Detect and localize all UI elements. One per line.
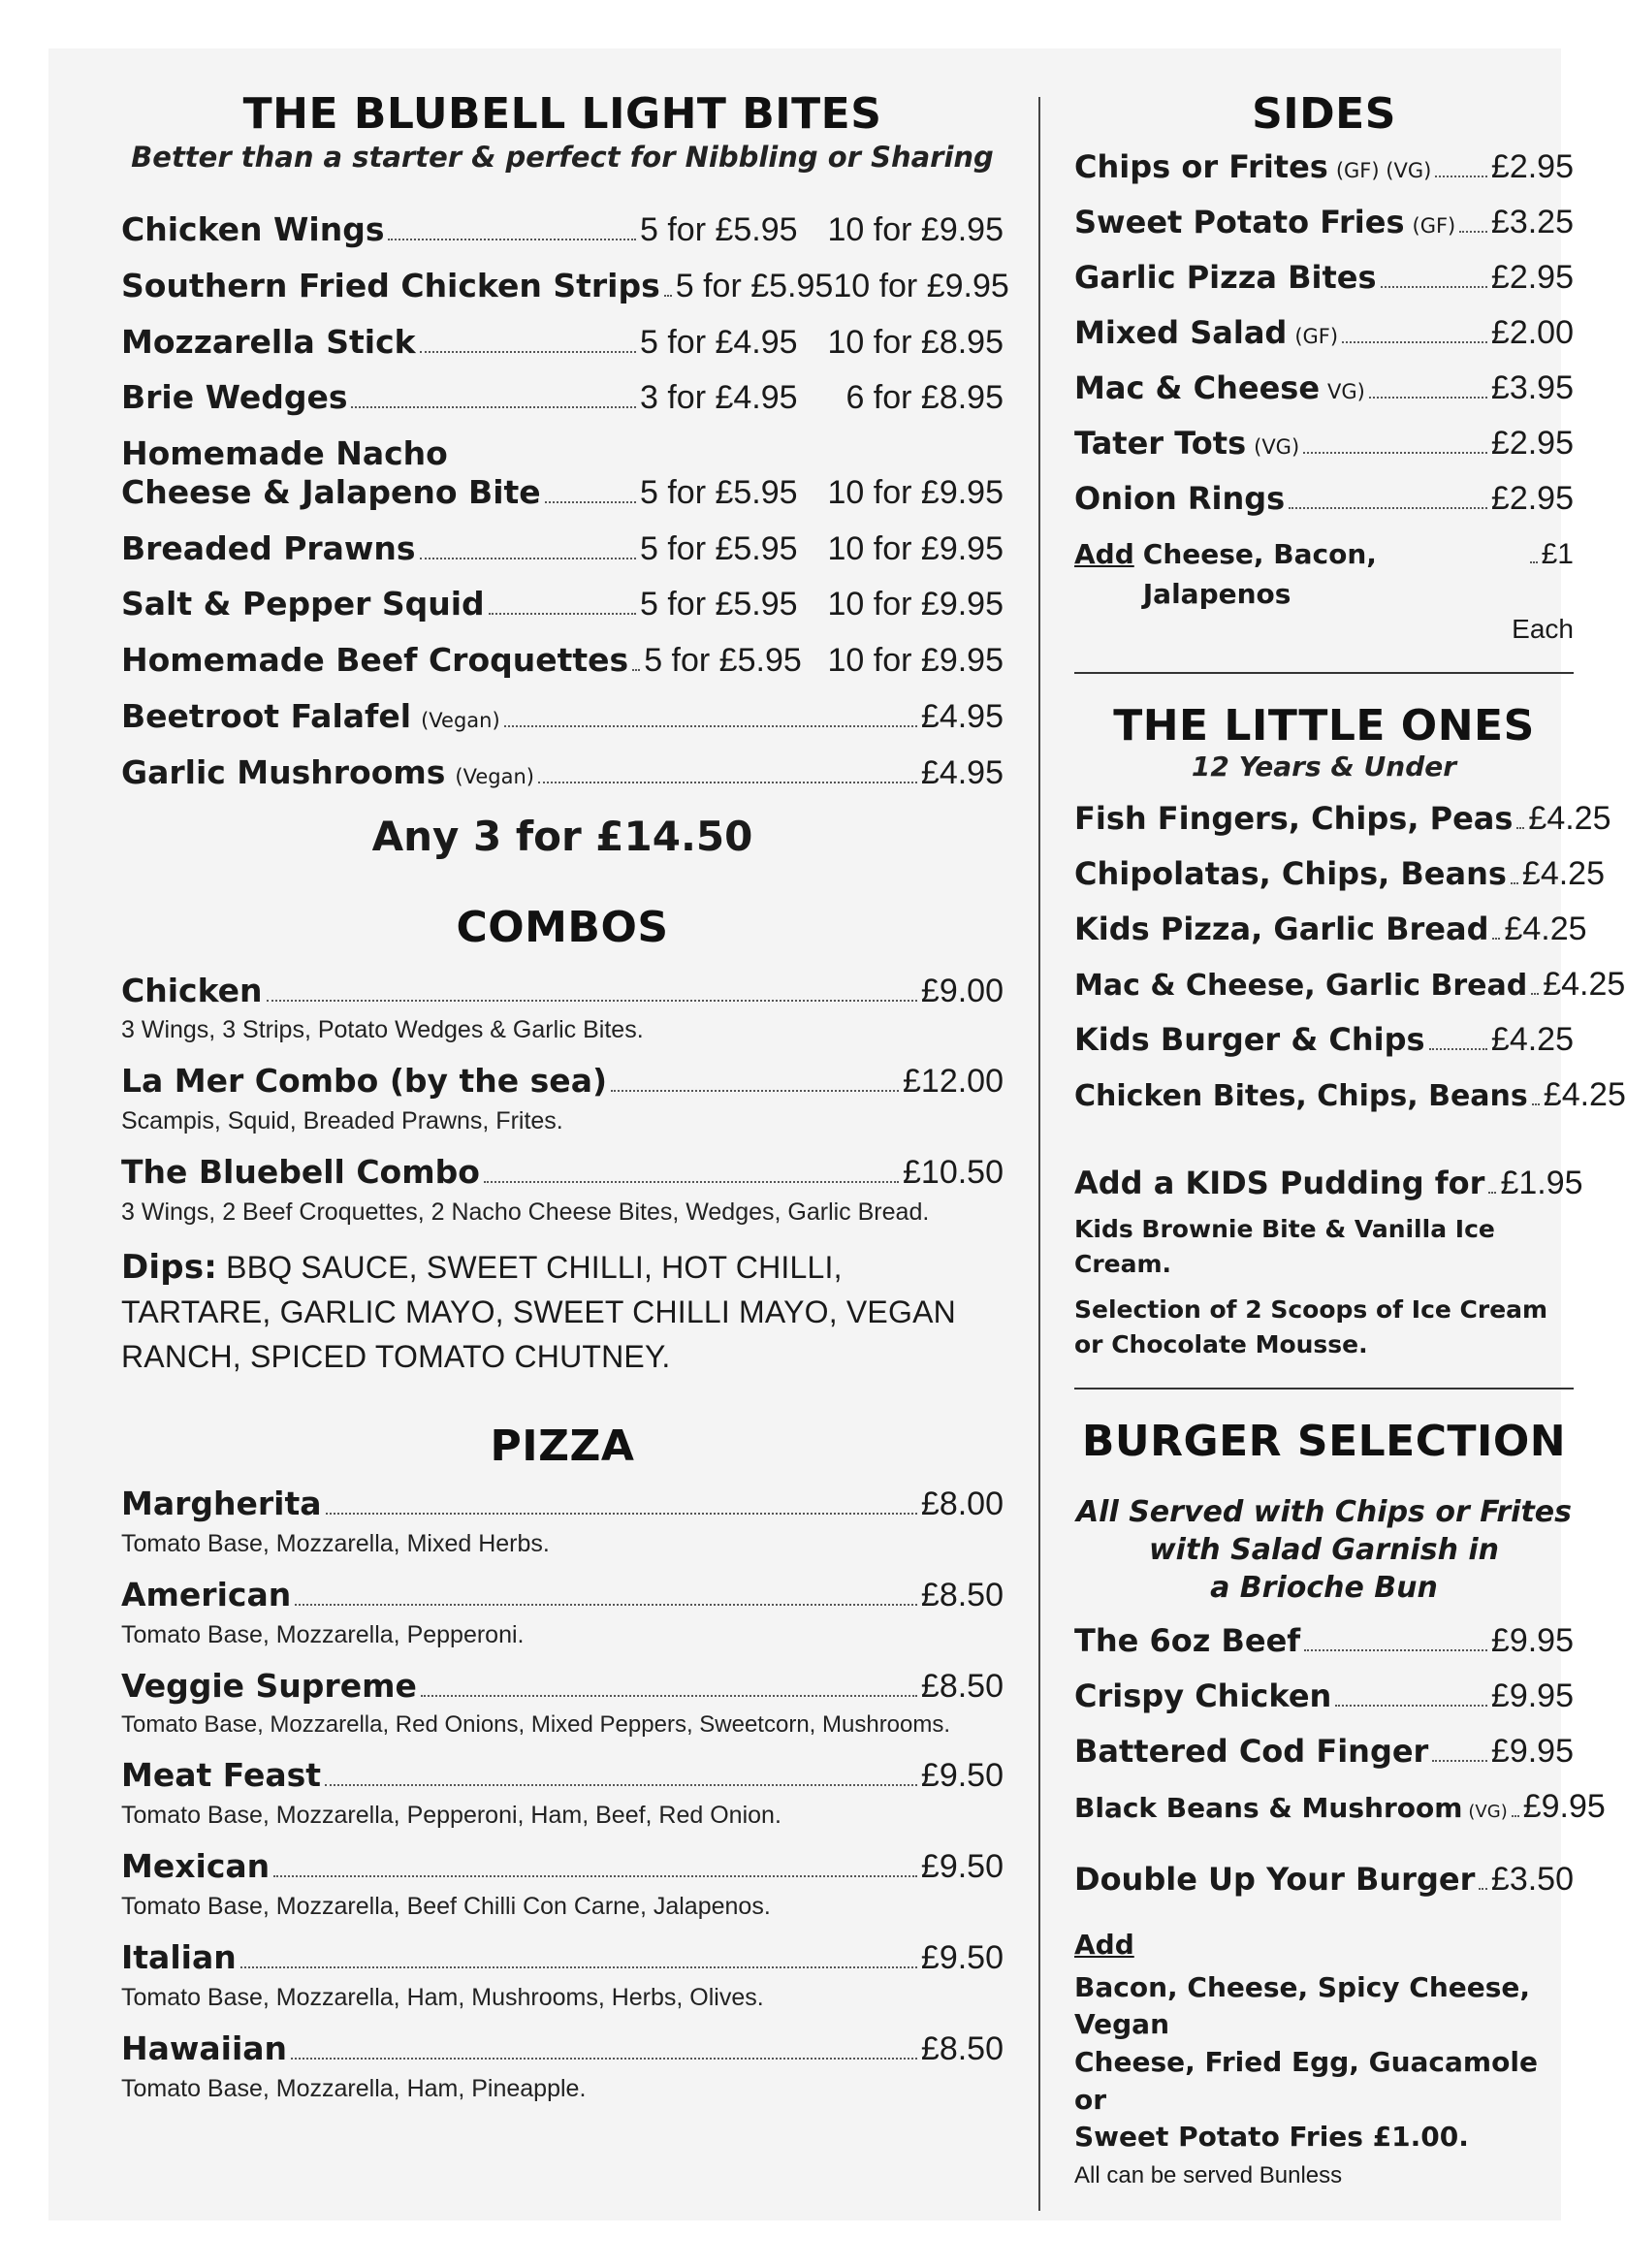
dot-leader bbox=[1531, 993, 1539, 995]
menu-item bbox=[1074, 314, 1574, 352]
menu-page bbox=[48, 48, 1626, 2220]
column-divider bbox=[1038, 97, 1040, 2211]
light-bites-section bbox=[121, 89, 1009, 860]
menu-item bbox=[121, 2029, 1004, 2103]
item-name: Fish Fingers, Chips, Peas bbox=[1074, 800, 1514, 838]
menu-item bbox=[121, 434, 1004, 512]
add-items: Cheese, Bacon, Jalapenos bbox=[1142, 538, 1377, 610]
dot-leader bbox=[295, 1604, 917, 1606]
item-name: Tater Tots bbox=[1074, 425, 1247, 462]
item-name: Veggie Supreme bbox=[121, 1666, 417, 1705]
kids-pudding bbox=[1074, 1165, 1583, 1202]
dot-leader bbox=[388, 239, 636, 240]
item-price: £2.95 bbox=[1490, 148, 1574, 185]
item-name: The 6oz Beef bbox=[1074, 1622, 1301, 1660]
menu-item bbox=[1074, 910, 1587, 948]
item-price-small: 5 for £5.95 bbox=[640, 473, 798, 511]
item-name: Black Beans & Mushroom bbox=[1074, 1792, 1463, 1825]
left-column bbox=[121, 87, 1009, 2121]
item-price: £9.50 bbox=[920, 1939, 1004, 1977]
dietary-note: (GF) (VG) bbox=[1335, 159, 1432, 182]
burger-section bbox=[1074, 1417, 1606, 2189]
add-label: Add bbox=[1074, 538, 1134, 570]
menu-item bbox=[121, 323, 1004, 363]
item-description: Tomato Base, Mozzarella, Ham, Pineapple. bbox=[121, 2074, 587, 2102]
dips-list bbox=[121, 1244, 1004, 1379]
add-each: Each bbox=[1512, 614, 1574, 645]
pudding-option: or Chocolate Mousse. bbox=[1074, 1329, 1368, 1358]
item-name: Battered Cod Finger bbox=[1074, 1733, 1429, 1771]
dot-leader bbox=[1304, 1649, 1487, 1651]
dot-leader bbox=[1432, 1760, 1487, 1762]
right-column bbox=[1074, 87, 1626, 2189]
menu-item bbox=[121, 585, 1004, 624]
dot-leader bbox=[484, 1181, 899, 1183]
dot-leader bbox=[1342, 341, 1487, 343]
item-price: £2.95 bbox=[1490, 425, 1574, 462]
dot-leader bbox=[1289, 507, 1487, 509]
menu-item bbox=[1074, 204, 1574, 241]
item-price-small: 5 for £5.95 bbox=[644, 642, 802, 680]
item-name: Margherita bbox=[121, 1485, 322, 1523]
item-name: Southern Fried Chicken Strips bbox=[121, 266, 660, 304]
bunless-note: All can be served Bunless bbox=[1074, 2161, 1343, 2188]
section-divider bbox=[1074, 672, 1574, 674]
little-ones-section bbox=[1074, 701, 1626, 1362]
dot-leader bbox=[1429, 1048, 1487, 1050]
item-name: Garlic Pizza Bites bbox=[1074, 259, 1377, 296]
item-description: Tomato Base, Mozzarella, Beef Chilli Con Carne, Jalapenos. bbox=[121, 1893, 771, 1921]
menu-item bbox=[1074, 855, 1606, 893]
pizza-section bbox=[121, 1421, 1004, 2103]
item-name: Onion Rings bbox=[1074, 480, 1286, 517]
item-name: Mac & Cheese bbox=[1074, 369, 1321, 406]
dot-leader bbox=[504, 725, 917, 727]
item-name: Mac & Cheese, Garlic Bread bbox=[1074, 969, 1528, 1004]
dot-leader bbox=[1459, 231, 1487, 233]
item-name: Mexican bbox=[121, 1847, 271, 1886]
item-price: £8.00 bbox=[920, 1485, 1004, 1523]
item-price: £9.95 bbox=[1522, 1788, 1606, 1826]
item-name: Crispy Chicken bbox=[1074, 1677, 1332, 1715]
menu-item bbox=[121, 641, 1004, 681]
item-price: £9.95 bbox=[1490, 1733, 1574, 1771]
dot-leader bbox=[1488, 1192, 1496, 1194]
item-price: £8.50 bbox=[920, 1667, 1004, 1705]
dot-leader bbox=[1381, 286, 1487, 288]
dips-line: RANCH, SPICED TOMATO CHUTNEY. bbox=[121, 1338, 671, 1374]
dot-leader bbox=[420, 558, 636, 559]
item-price-large: 10 for £8.95 bbox=[827, 323, 1004, 361]
light-bites-subtitle: Better than a starter & perfect for Nibbling or Sharing bbox=[131, 141, 994, 174]
item-name: Beetroot Falafel bbox=[121, 696, 412, 735]
menu-item bbox=[121, 1667, 1004, 1740]
item-price: £9.50 bbox=[920, 1848, 1004, 1886]
item-name-line2: Cheese & Jalapeno Bite bbox=[121, 472, 541, 511]
menu-item bbox=[121, 753, 1004, 793]
item-price: £2.00 bbox=[1490, 314, 1574, 351]
add-label: Add bbox=[1074, 1929, 1134, 1962]
item-price: £9.95 bbox=[1490, 1677, 1574, 1715]
item-price: £4.25 bbox=[1543, 966, 1626, 1004]
menu-item bbox=[1074, 966, 1626, 1004]
menu-item bbox=[121, 1153, 1004, 1227]
dot-leader bbox=[1532, 1103, 1540, 1105]
item-price: £2.95 bbox=[1490, 480, 1574, 517]
item-price: £4.95 bbox=[920, 753, 1004, 791]
pudding-price: £1.95 bbox=[1500, 1165, 1583, 1202]
dot-leader bbox=[421, 1695, 917, 1697]
item-price-large: 10 for £9.95 bbox=[827, 473, 1004, 511]
bundle-offer: Any 3 for £14.50 bbox=[371, 812, 753, 860]
item-name: Meat Feast bbox=[121, 1756, 322, 1795]
menu-item bbox=[121, 1062, 1004, 1135]
dot-leader bbox=[420, 351, 636, 353]
item-description: Tomato Base, Mozzarella, Ham, Mushrooms, Herbs, Olives. bbox=[121, 1983, 764, 2011]
dot-leader bbox=[1530, 561, 1538, 563]
dips-label: Dips: bbox=[121, 1247, 218, 1287]
item-price: £4.25 bbox=[1528, 800, 1611, 838]
item-price: £12.00 bbox=[903, 1063, 1004, 1101]
combos-section bbox=[121, 903, 1004, 1380]
menu-item bbox=[121, 1756, 1004, 1830]
item-name: La Mer Combo (by the sea) bbox=[121, 1062, 608, 1101]
dot-leader bbox=[267, 1000, 917, 1002]
item-price: £3.25 bbox=[1490, 204, 1574, 240]
item-description: Tomato Base, Mozzarella, Pepperoni, Ham, Beef, Red Onion. bbox=[121, 1802, 781, 1830]
item-name: Chips or Frites bbox=[1074, 148, 1328, 185]
dot-leader bbox=[1512, 1815, 1519, 1817]
item-name: The Bluebell Combo bbox=[121, 1153, 480, 1192]
item-price-large: 10 for £9.95 bbox=[827, 642, 1004, 680]
item-name: American bbox=[121, 1575, 292, 1613]
item-name: Hawaiian bbox=[121, 2028, 288, 2067]
section-divider bbox=[1074, 1388, 1574, 1390]
item-price-large: 10 for £9.95 bbox=[827, 211, 1004, 248]
menu-item bbox=[1074, 1021, 1574, 1059]
menu-item bbox=[121, 972, 1004, 1045]
menu-item bbox=[1074, 480, 1574, 518]
menu-item bbox=[1074, 259, 1574, 297]
item-description: Tomato Base, Mozzarella, Mixed Herbs. bbox=[121, 1529, 550, 1557]
sides-add-ons bbox=[1074, 535, 1574, 645]
add-price: £1 bbox=[1541, 538, 1574, 570]
item-description: 3 Wings, 2 Beef Croquettes, 2 Nacho Cheese Bites, Wedges, Garlic Bread. bbox=[121, 1198, 930, 1226]
dot-leader bbox=[632, 669, 640, 671]
item-price: £10.50 bbox=[903, 1154, 1004, 1192]
dietary-note: (VG) bbox=[1468, 1802, 1508, 1823]
item-name: Mixed Salad bbox=[1074, 314, 1288, 351]
double-up bbox=[1074, 1861, 1574, 1899]
item-price-large: 10 for £9.95 bbox=[833, 267, 1009, 304]
item-name: Sweet Potato Fries bbox=[1074, 204, 1405, 240]
menu-item bbox=[1074, 1788, 1606, 1826]
sides-section bbox=[1074, 89, 1574, 645]
menu-item bbox=[1074, 1622, 1574, 1660]
dietary-note: (GF) bbox=[1412, 214, 1456, 238]
menu-item bbox=[1074, 1677, 1574, 1715]
menu-item bbox=[121, 1847, 1004, 1921]
add-line: Sweet Potato Fries £1.00. bbox=[1074, 2121, 1469, 2154]
item-price-large: 6 for £8.95 bbox=[845, 379, 1004, 417]
dietary-note: (VG) bbox=[1254, 435, 1300, 459]
item-description: Scampis, Squid, Breaded Prawns, Frites. bbox=[121, 1107, 563, 1135]
item-price-small: 5 for £4.95 bbox=[640, 323, 798, 361]
item-price-small: 5 for £5.95 bbox=[640, 529, 798, 567]
menu-item bbox=[1074, 1733, 1574, 1771]
item-name: Homemade Beef Croquettes bbox=[121, 641, 629, 680]
dot-leader bbox=[545, 501, 636, 503]
item-price-large: 10 for £9.95 bbox=[827, 529, 1004, 567]
item-price-small: 5 for £5.95 bbox=[640, 586, 798, 623]
dot-leader bbox=[611, 1090, 899, 1092]
item-name: Mozzarella Stick bbox=[121, 322, 416, 361]
dot-leader bbox=[1369, 397, 1487, 399]
dot-leader bbox=[325, 1784, 917, 1786]
item-price: £8.50 bbox=[920, 2029, 1004, 2067]
dietary-note: VG) bbox=[1327, 380, 1365, 403]
item-price: £4.25 bbox=[1490, 1021, 1574, 1059]
dot-leader bbox=[351, 406, 636, 408]
dot-leader bbox=[326, 1513, 917, 1515]
dot-leader bbox=[273, 1875, 917, 1877]
little-ones-subtitle: 12 Years & Under bbox=[1191, 751, 1457, 783]
item-description: 3 Wings, 3 Strips, Potato Wedges & Garlic Bites. bbox=[121, 1016, 644, 1044]
item-price: £2.95 bbox=[1490, 259, 1574, 296]
menu-item bbox=[121, 1576, 1004, 1649]
dot-leader bbox=[1335, 1705, 1487, 1707]
add-line: Cheese, Fried Egg, Guacamole or bbox=[1074, 2046, 1538, 2116]
light-bites-title: THE BLUBELL LIGHT BITES bbox=[242, 89, 882, 139]
burger-intro: a Brioche Bun bbox=[1210, 1571, 1438, 1606]
dot-leader bbox=[1492, 938, 1500, 940]
item-name: Italian bbox=[121, 1938, 237, 1977]
dot-leader bbox=[538, 782, 917, 783]
item-price-small: 5 for £5.95 bbox=[675, 267, 834, 304]
menu-item bbox=[121, 378, 1004, 418]
item-description: Tomato Base, Mozzarella, Red Onions, Mixed Peppers, Sweetcorn, Mushrooms. bbox=[121, 1711, 951, 1739]
item-name: Garlic Mushrooms bbox=[121, 752, 446, 791]
dot-leader bbox=[1516, 827, 1524, 829]
item-name: Chicken bbox=[121, 971, 263, 1009]
menu-item bbox=[1074, 425, 1574, 463]
menu-item bbox=[121, 266, 1009, 306]
item-price: £3.95 bbox=[1490, 369, 1574, 406]
menu-item bbox=[121, 210, 1004, 250]
item-price-small: 5 for £5.95 bbox=[640, 211, 798, 248]
dot-leader bbox=[1435, 176, 1487, 177]
dietary-note: (Vegan) bbox=[455, 764, 534, 788]
little-ones-title: THE LITTLE ONES bbox=[1113, 701, 1535, 751]
dot-leader bbox=[1511, 882, 1518, 884]
item-name: Brie Wedges bbox=[121, 378, 348, 417]
item-price: £9.95 bbox=[1490, 1622, 1574, 1660]
item-name: Kids Burger & Chips bbox=[1074, 1021, 1425, 1059]
item-price: £8.50 bbox=[920, 1576, 1004, 1613]
pudding-option: Kids Brownie Bite & Vanilla Ice Cream. bbox=[1074, 1215, 1495, 1279]
dot-leader bbox=[240, 1966, 917, 1968]
menu-item bbox=[121, 529, 1004, 569]
item-price: £4.25 bbox=[1521, 855, 1606, 893]
item-name-line1: Homemade Nacho bbox=[121, 434, 448, 473]
sides-title: SIDES bbox=[1252, 89, 1396, 139]
menu-item bbox=[121, 1938, 1004, 2012]
burger-intro: All Served with Chips or Frites bbox=[1075, 1495, 1573, 1530]
menu-item bbox=[121, 1485, 1004, 1558]
dot-leader bbox=[664, 295, 672, 297]
dot-leader bbox=[489, 613, 636, 615]
double-up-price: £3.50 bbox=[1490, 1861, 1574, 1899]
item-name: Salt & Pepper Squid bbox=[121, 585, 485, 623]
pizza-title: PIZZA bbox=[490, 1421, 635, 1472]
combos-title: COMBOS bbox=[456, 902, 669, 952]
menu-item bbox=[121, 697, 1004, 737]
item-price: £9.00 bbox=[920, 972, 1004, 1009]
dot-leader bbox=[1303, 452, 1487, 454]
item-description: Tomato Base, Mozzarella, Pepperoni. bbox=[121, 1620, 525, 1648]
menu-item bbox=[1074, 148, 1574, 186]
dietary-note: (GF) bbox=[1294, 325, 1339, 348]
item-name: Chicken Bites, Chips, Beans bbox=[1074, 1079, 1528, 1114]
item-price: £4.25 bbox=[1504, 910, 1587, 948]
burger-intro: with Salad Garnish in bbox=[1148, 1533, 1500, 1568]
menu-item bbox=[1074, 1076, 1626, 1114]
item-name: Breaded Prawns bbox=[121, 528, 416, 567]
dot-leader bbox=[291, 2058, 917, 2060]
double-up-name: Double Up Your Burger bbox=[1074, 1861, 1476, 1899]
burger-add-ons bbox=[1074, 1926, 1574, 2189]
item-price-small: 3 for £4.95 bbox=[640, 379, 798, 417]
item-name: Chipolatas, Chips, Beans bbox=[1074, 855, 1507, 893]
burger-title: BURGER SELECTION bbox=[1081, 1417, 1567, 1467]
dietary-note: (Vegan) bbox=[421, 708, 500, 732]
menu-item bbox=[1074, 800, 1611, 838]
pudding-option: Selection of 2 Scoops of Ice Cream bbox=[1074, 1294, 1548, 1324]
item-price: £4.25 bbox=[1543, 1076, 1626, 1114]
dips-line: BBQ SAUCE, SWEET CHILLI, HOT CHILLI, bbox=[226, 1249, 843, 1285]
item-price: £4.95 bbox=[920, 697, 1004, 735]
dips-line: TARTARE, GARLIC MAYO, SWEET CHILLI MAYO, VEGAN bbox=[121, 1294, 956, 1330]
item-name: Kids Pizza, Garlic Bread bbox=[1074, 910, 1489, 948]
menu-item bbox=[1074, 369, 1574, 407]
pudding-name: Add a KIDS Pudding for bbox=[1074, 1165, 1485, 1202]
item-price: £9.50 bbox=[920, 1757, 1004, 1795]
dot-leader bbox=[1479, 1888, 1487, 1890]
item-price-large: 10 for £9.95 bbox=[827, 586, 1004, 623]
add-line: Bacon, Cheese, Spicy Cheese, Vegan bbox=[1074, 1970, 1531, 2041]
item-name: Chicken Wings bbox=[121, 210, 385, 248]
